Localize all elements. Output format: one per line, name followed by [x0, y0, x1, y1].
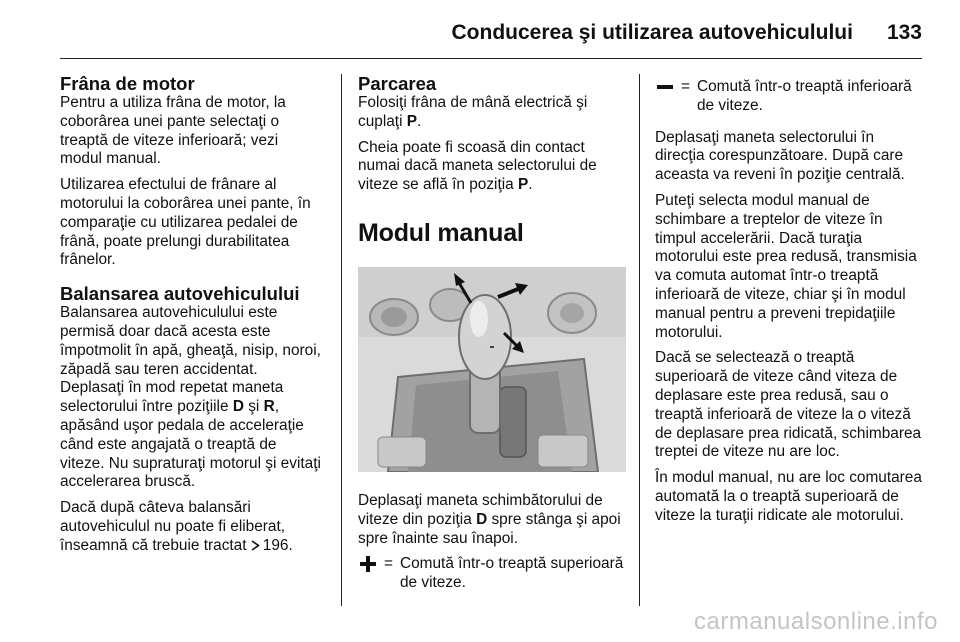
manual-paragraph-1: Deplasaţi maneta selectorului în direcţia corespunzătoare. După care aceasta va reveni în poziţie centrală.: [655, 128, 905, 184]
watermark: carmanualsonline.info: [694, 608, 938, 635]
heading-manual-mode: Modul manual: [358, 218, 524, 247]
equals-sign-2: =: [681, 78, 690, 95]
heading-parking: Parcarea: [358, 73, 437, 94]
column-3: [655, 74, 925, 533]
heading-engine-brake: Frâna de motor: [60, 73, 195, 94]
manual-move-paragraph: [358, 492, 626, 548]
rocking-text-b: , apăsând uşor pedala de acceleraţie când este angajată o treaptă de viteze. Nu supraturaţi motorul şi evitaţi accelerarea bruscă.: [60, 398, 321, 491]
engine-brake-paragraph-1: Pentru a utiliza frâna de motor, la coborârea unei pante selectaţi o treaptă de viteze inferioară; vezi modul manual.: [60, 94, 286, 168]
gear-d-2: D: [476, 510, 488, 528]
column-2: [358, 74, 626, 599]
page-number: 133: [886, 21, 922, 44]
manual-paragraph-2: Puteţi selecta modul manual de schimbare a treptelor de viteze în timpul accelerării. Dacă turaţia motorului este prea redusă, transmisia va comuta automat într-o treaptă inferioară de viteze, chiar şi în modul manual pentru a preveni trepidaţiile motorului.: [655, 191, 917, 341]
engine-brake-paragraph-2: Utilizarea efectului de frânare al motorului la coborârea unei pante, în comparaţie cu utilizarea pedalei de frână, poate prelungi durabilitatea frânelor.: [60, 176, 311, 269]
rocking-paragraph: [60, 304, 322, 492]
heading-rocking: Balansarea autovehiculului: [60, 283, 300, 305]
manual-paragraph-3: Dacă se selectează o treaptă superioară de viteze când viteza de deplasare este prea redusă, sau o treaptă inferioară de viteze la o viteză de deplasare prea ridicată, schimbarea treptei de viteze nu are loc.: [655, 349, 922, 461]
page-header: [60, 16, 922, 50]
column-divider-1: [341, 74, 342, 606]
header-rule: [60, 58, 922, 59]
parking-text-a: Folosiţi frâna de mână electrică şi cuplaţi: [358, 94, 588, 130]
downshift-text: Comută într-o treaptă inferioară de viteze.: [697, 78, 912, 114]
column-1: [60, 74, 322, 563]
move-text-a: Deplasaţi maneta schimbătorului de viteze din poziţia: [358, 491, 603, 528]
rocking-text-a: Balansarea autovehiculului este permisă doar dacă acesta este împotmolit în apă, gheaţă, nisip, noroi, zăpadă sau teren accidentat. Deplasaţi în mod repetat maneta selectorului între poziţiile: [60, 304, 321, 416]
key-paragraph: [358, 139, 626, 195]
key-text-b: .: [528, 176, 533, 194]
header-title: Conducerea şi utilizarea autovehiculului: [451, 21, 853, 44]
plus-icon: [358, 555, 384, 573]
page-reference-icon: [251, 540, 260, 551]
gear-d: D: [232, 398, 244, 416]
gear-selector-illustration: [358, 267, 626, 472]
move-text-b: spre stânga şi apoi spre înainte sau înapoi.: [358, 510, 621, 547]
equals-sign: =: [384, 555, 393, 573]
parking-paragraph: [358, 94, 626, 132]
rocking-text-and: şi: [243, 398, 264, 416]
gear-r: R: [263, 398, 275, 416]
towing-paragraph: [60, 499, 322, 555]
upshift-row: [358, 555, 626, 593]
towing-text: Dacă după câteva balansări autovehiculul nu poate fi eliberat, înseamnă că trebuie tractat: [60, 499, 286, 554]
column-divider-2: [639, 74, 640, 606]
gear-p-2: P: [517, 176, 529, 194]
parking-text-b: .: [417, 112, 422, 130]
gear-p: P: [406, 112, 418, 130]
minus-icon: [655, 78, 681, 96]
manual-paragraph-4: În modul manual, nu are loc comutarea automată la o treaptă superioară de viteze la turaţii ridicate ale motorului.: [655, 469, 922, 524]
upshift-text: Comută într-o treaptă superioară de viteze.: [400, 555, 624, 592]
key-text-a: Cheia poate fi scoasă din contact numai dacă maneta selectorului de viteze se află în poziţia: [358, 138, 597, 194]
downshift-row: [655, 78, 925, 116]
towing-page-ref[interactable]: 196.: [262, 536, 293, 554]
